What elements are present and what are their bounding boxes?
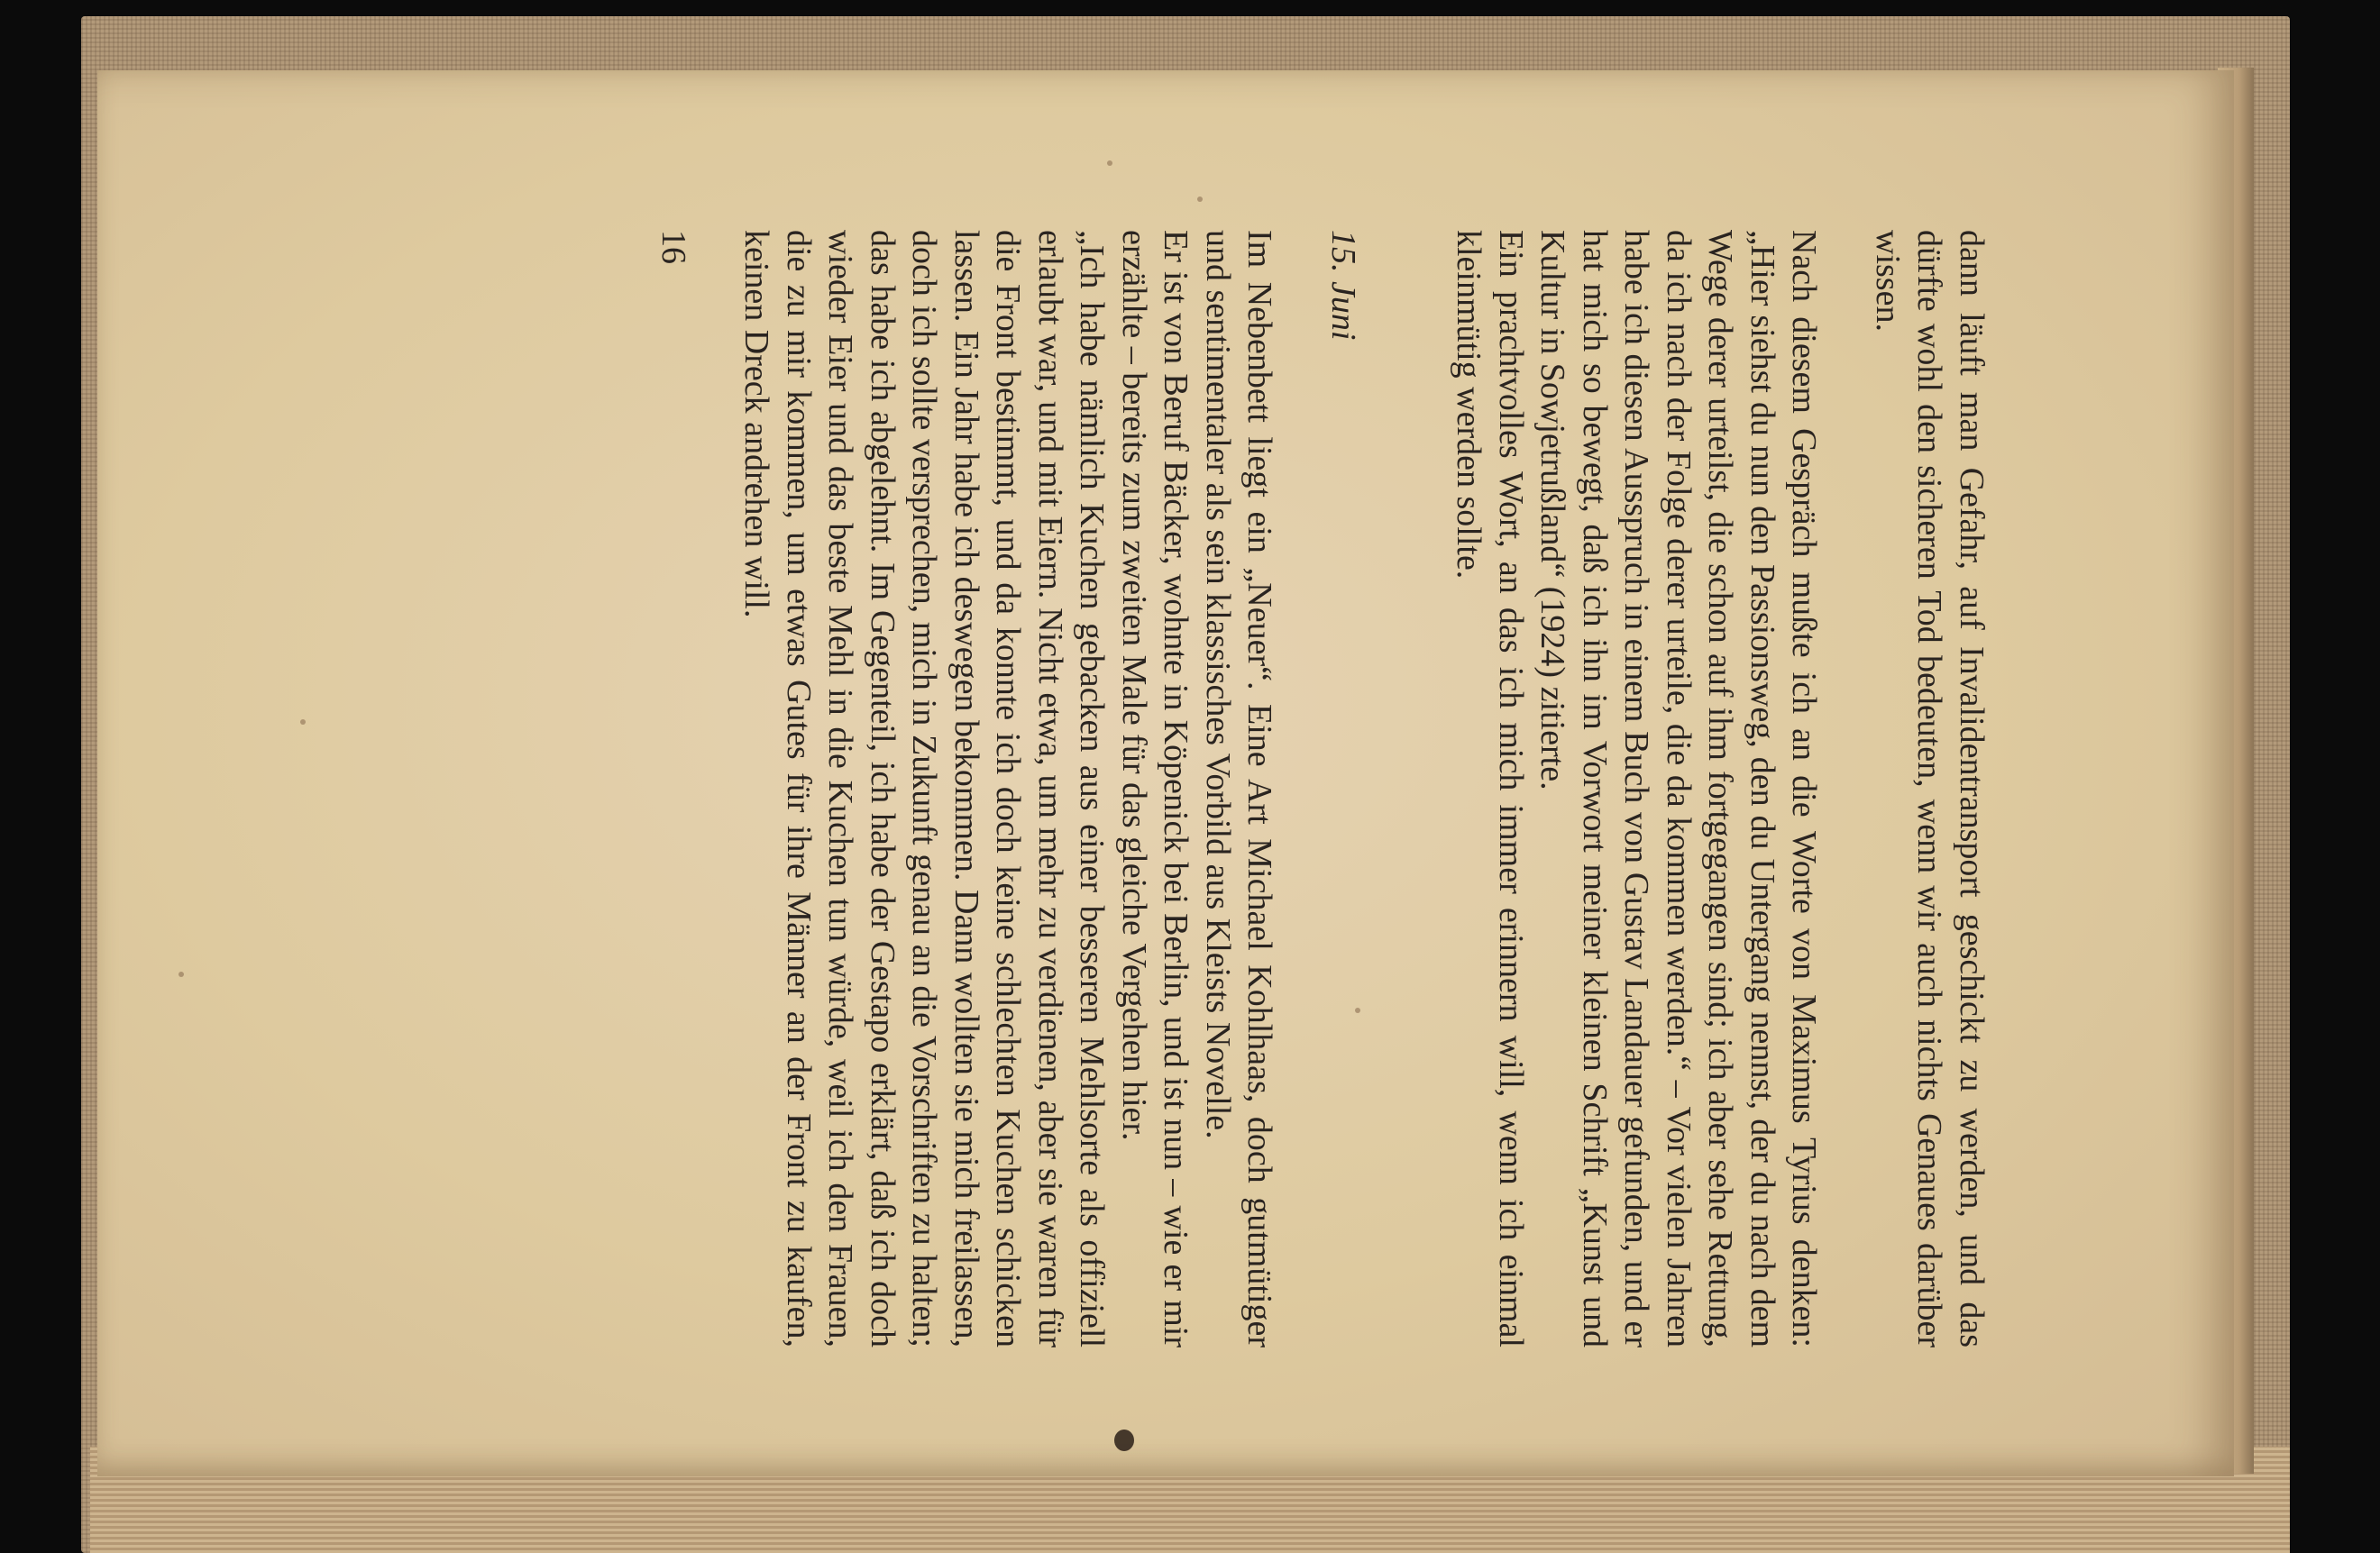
paragraph: „Ich habe nämlich Kuchen gebacken aus einer besseren Mehlsorte als offiziell erlaubt war, und mit Eiern. Nicht etwa, um mehr zu verdienen, aber sie waren für die Front bestimmt, und da konnte ich doch keine schlechten Kuchen schicken lassen. Ein Jahr habe ich deswegen bekommen. Dann wollten sie mich freilassen, doch ich sollte versprechen, mich in Zukunft genau an die Vorschriften zu halten; das habe ich abgelehnt. Im Gegenteil, ich habe der Gestapo erklärt, daß ich doch wieder Eier und das beste Mehl in die Kuchen tun würde, weil ich den Frauen, die zu mir kommen, um etwas Gutes für ihre Männer an der Front zu kaufen, keinen Dreck andrehen will. <box>737 230 1112 1347</box>
section-heading: 15. Juni <box>1324 230 1362 341</box>
paragraph: dann läuft man Gefahr, auf Invalidentransport geschickt zu werden, und das dürfte wohl den sicheren Tod bedeuten, wenn wir auch nichts Genaues darüber wissen. <box>1869 230 1991 1347</box>
paragraph: Ein prachtvolles Wort, an das ich mich immer erinnern will, wenn ich einmal kleinmütig werden sollte. <box>1450 230 1530 1347</box>
paragraph: Er ist von Beruf Bäcker, wohnte in Köpenick bei Berlin, und ist nun – wie er mir erzählte – bereits zum zweiten Male für das gleiche Vergehen hier. <box>1115 230 1195 1347</box>
paragraph: Nach diesem Gespräch mußte ich an die Worte von Maximus Tyrius denken: „Hier siehst du nun den Passionsweg, den du Untergang nennst, der du nach dem Wege derer urteilst, die schon auf ihm fortgegangen sind; ich aber sehe Rettung, da ich nach der Folge derer urteile, die da kommen werden.“ – Vor vielen Jahren habe ich diesen Ausspruch in einem Buch von Gustav Landauer gefunden, und er hat mich so bewegt, daß ich ihn im Vorwort meiner kleinen Schrift „Kunst und Kultur in Sowjetrußland“ (1924) zitierte. <box>1533 230 1824 1347</box>
page-number: 16 <box>654 230 692 264</box>
page-text <box>388 230 1992 1347</box>
ink-stain <box>1114 1430 1134 1451</box>
paragraph: Im Nebenbett liegt ein „Neuer“. Eine Art Michael Kohlhaas, doch gutmütiger und sentimentaler als sein klassisches Vorbild aus Kleists Novelle. <box>1199 230 1279 1347</box>
